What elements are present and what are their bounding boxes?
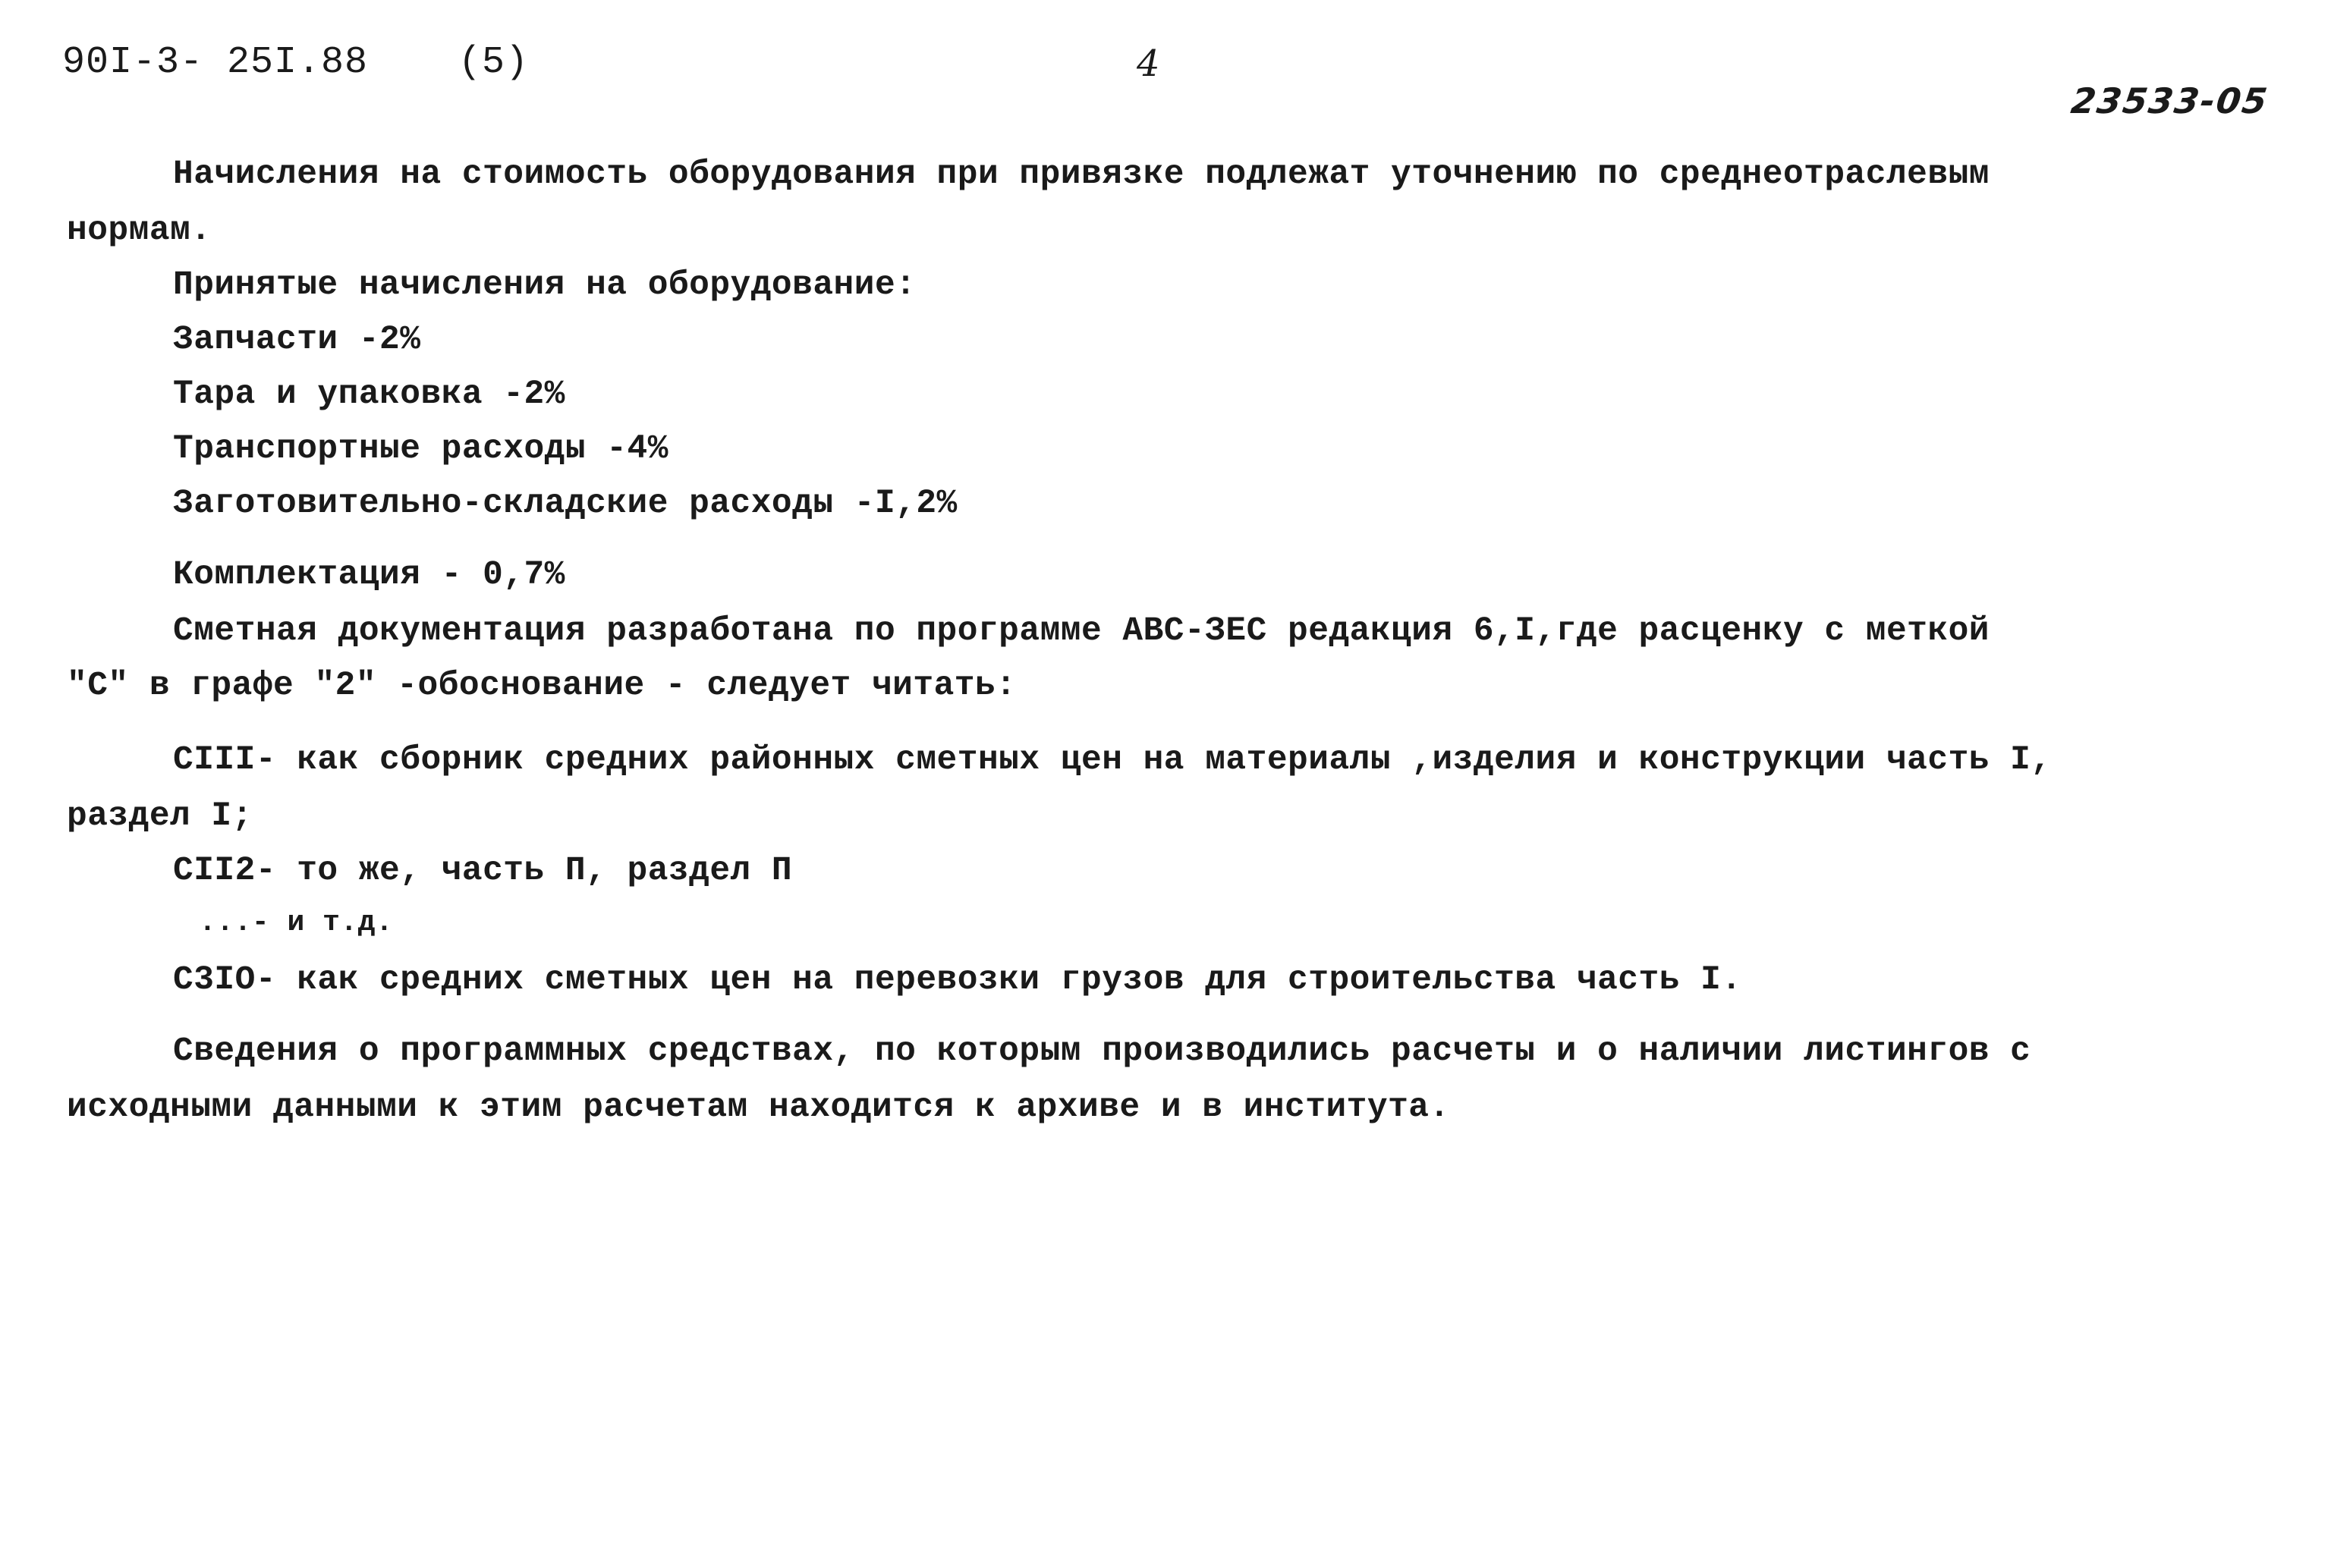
accepted-charges-title: Принятые начисления на оборудование:	[173, 266, 917, 304]
document-code: 90I-3- 25I.88	[62, 41, 369, 84]
charge-storage: Заготовительно-складские расходы -I,2%	[173, 485, 958, 523]
code-c111-line2: раздел I;	[67, 797, 253, 835]
code-c310: C3IO- как средних сметных цен на перевозки грузов для строительства часть I.	[173, 961, 1742, 999]
code-c112: CII2- то же, часть П, раздел П	[173, 852, 793, 890]
sheet-number: (5)	[458, 41, 530, 84]
paragraph-estimate-program-line1: Сметная документация разработана по программе АВС-ЗЕС редакция 6,I,где расценку с меткой	[173, 612, 1990, 650]
etc-line: ...- и т.д.	[199, 907, 394, 939]
paragraph-estimate-program-line2: "С" в графе "2" -обоснование - следует читать:	[67, 667, 1017, 705]
paragraph-software-info-line2: исходными данными к этим расчетам находится к архиве и в института.	[67, 1089, 1450, 1127]
page-mark: 4	[1137, 42, 1160, 85]
paragraph-equipment-charges-line1: Начисления на стоимость оборудования при привязке подлежат уточнению по среднеотраслевым	[173, 156, 1990, 193]
archive-number: 23533-05	[2068, 80, 2271, 121]
charge-completion: Комплектация - 0,7%	[173, 556, 565, 594]
charge-spare-parts: Запчасти -2%	[173, 321, 421, 359]
code-c111-line1: CIII- как сборник средних районных сметных цен на материалы ,изделия и конструкции часть I,	[173, 741, 2052, 779]
paragraph-equipment-charges-line2: нормам.	[67, 212, 212, 250]
charge-transport: Транспортные расходы -4%	[173, 430, 668, 468]
charge-packaging: Тара и упаковка -2%	[173, 376, 565, 413]
paragraph-software-info-line1: Сведения о программных средствах, по которым производились расчеты и о наличии листингов с	[173, 1032, 2031, 1070]
